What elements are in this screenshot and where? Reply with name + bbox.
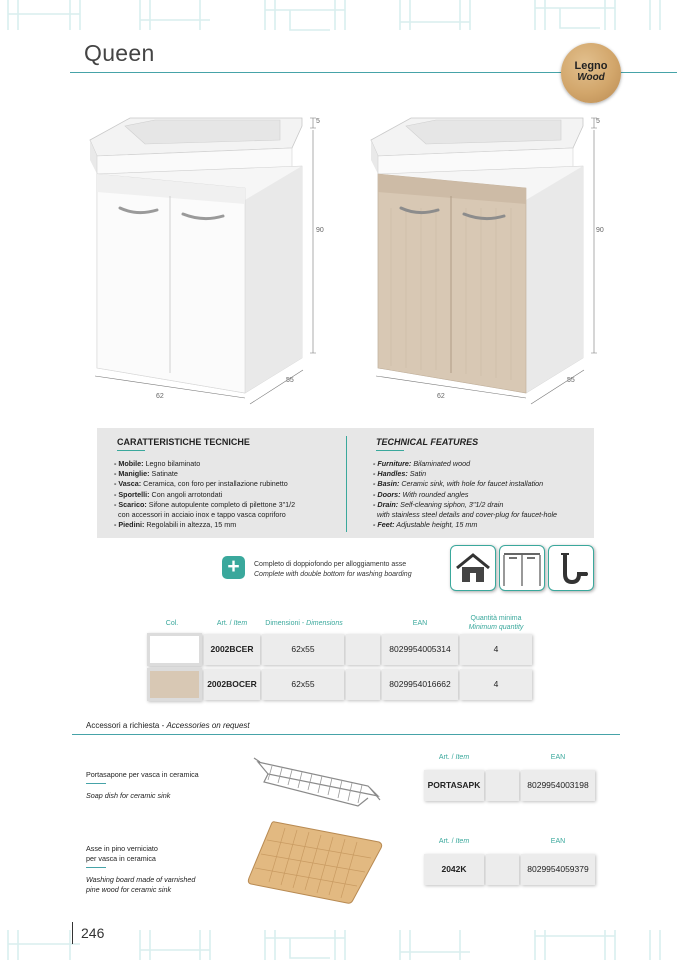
soap-dish-image bbox=[250, 752, 385, 812]
soap-dish-description-it: Portasapone per vasca in ceramica bbox=[86, 770, 199, 779]
spec-label: - Vasca: bbox=[114, 479, 142, 489]
specs-underline-it bbox=[117, 450, 145, 451]
spec-text: Sifone autopulente completo di pilettone 3"1/2 bbox=[146, 499, 296, 509]
accessory-art-header bbox=[424, 754, 484, 761]
qty-cell: 4 bbox=[460, 669, 532, 700]
empty-cell bbox=[346, 634, 380, 665]
siphon-drain-icon bbox=[548, 545, 594, 591]
spec-text: With rounded angles bbox=[400, 489, 469, 499]
art-cell: 2002BOCER bbox=[204, 669, 260, 700]
page-number-bar bbox=[72, 922, 73, 944]
dim-header-it: Dimensioni - bbox=[265, 620, 307, 627]
description-line: Washing board made of varnished bbox=[86, 875, 196, 884]
soap-dish-description-en: Soap dish for ceramic sink bbox=[86, 791, 171, 800]
description-line: per vasca in ceramica bbox=[86, 853, 156, 863]
empty-cell bbox=[486, 770, 519, 801]
dimensions-cell: 62x55 bbox=[262, 669, 344, 700]
spec-label: - Mobile: bbox=[114, 459, 144, 468]
white-dim-depth: 55 bbox=[286, 377, 294, 384]
accessory-underline bbox=[86, 867, 106, 868]
spec-label: - Handles: bbox=[373, 469, 408, 479]
wood-dim-depth: 55 bbox=[567, 377, 575, 384]
dimensions-cell: 62x55 bbox=[262, 634, 344, 665]
accessories-title bbox=[86, 721, 250, 730]
art-header-en: Item bbox=[455, 838, 470, 845]
dimensions-header bbox=[262, 620, 346, 627]
dim-header-en: Dimensions bbox=[306, 620, 343, 627]
qty-cell: 4 bbox=[460, 634, 532, 665]
art-header-it: Art. / bbox=[438, 754, 456, 761]
art-header-en: Item bbox=[455, 754, 470, 761]
spec-label: - Feet: bbox=[373, 520, 395, 530]
wood-dim-height: 90 bbox=[596, 227, 604, 234]
ean-cell: 8029954016662 bbox=[382, 669, 458, 700]
specs-list-en bbox=[373, 459, 557, 530]
spec-text: Con angoli arrotondati bbox=[149, 489, 223, 499]
accessory-underline bbox=[86, 783, 106, 784]
spec-label: - Furniture: bbox=[373, 459, 412, 468]
qty-header-it: Quantità minima bbox=[470, 615, 522, 622]
accessories-title-en: Accessories on request bbox=[166, 721, 250, 730]
accessory-ean-cell: 8029954003198 bbox=[521, 770, 595, 801]
empty-cell bbox=[486, 854, 519, 885]
technical-specs-box bbox=[97, 428, 594, 538]
spec-text: Legno bilaminato bbox=[143, 459, 201, 468]
color-swatch-wood-frame bbox=[147, 668, 202, 701]
spec-text: Satin bbox=[407, 469, 427, 479]
spec-label: - Drain: bbox=[373, 499, 399, 509]
white-cabinet-image bbox=[85, 108, 325, 413]
spec-label: - Maniglie: bbox=[114, 469, 150, 479]
washing-board-description-it bbox=[86, 844, 158, 863]
spec-text: Satinate bbox=[149, 469, 178, 479]
spec-text: Ceramic sink, with hole for faucet installation bbox=[399, 479, 544, 489]
art-header bbox=[204, 620, 260, 627]
feature-text-it: Completo di doppiofondo per alloggiamento asse bbox=[254, 561, 407, 568]
empty-cell bbox=[346, 669, 380, 700]
spec-label: - Scarico: bbox=[114, 499, 147, 509]
accessories-divider bbox=[72, 734, 620, 735]
feature-text-en: Complete with double bottom for washing boarding bbox=[254, 571, 412, 578]
washing-board-description-en bbox=[86, 875, 195, 894]
spec-text: Self-cleaning siphon, 3"1/2 drain bbox=[398, 499, 504, 509]
accessory-ean-header: EAN bbox=[550, 838, 566, 845]
art-header-it: Art. / bbox=[438, 838, 456, 845]
wood-dim-width: 62 bbox=[437, 393, 445, 400]
description-line: Asse in pino verniciato bbox=[86, 844, 158, 853]
badge-line-2: Wood bbox=[577, 72, 605, 83]
spec-text: Ceramica, con foro per installazione rubinetto bbox=[141, 479, 288, 489]
page-title: Queen bbox=[84, 40, 155, 66]
color-swatch-white-frame bbox=[147, 633, 202, 666]
spec-text: Adjustable height, 15 mm bbox=[394, 520, 478, 530]
ean-header: EAN bbox=[412, 620, 428, 627]
art-header-en: Item bbox=[233, 620, 248, 627]
spec-label: - Sportelli: bbox=[114, 489, 150, 499]
ean-cell: 8029954005314 bbox=[382, 634, 458, 665]
accessory-art-cell: PORTASAPK bbox=[424, 770, 484, 801]
accessories-title-it: Accessori a richiesta - bbox=[86, 721, 167, 730]
accessory-art-cell: 2042K bbox=[424, 854, 484, 885]
page-number: 246 bbox=[81, 925, 105, 941]
art-header-it: Art. / bbox=[216, 620, 234, 627]
spec-label: - Doors: bbox=[373, 489, 401, 499]
spec-label: - Piedini: bbox=[114, 520, 145, 530]
white-dim-top: 5 bbox=[316, 118, 320, 125]
cabinet-doors-icon bbox=[499, 545, 545, 591]
accessory-ean-header: EAN bbox=[550, 754, 566, 761]
top-decoration bbox=[0, 0, 677, 34]
specs-list-it bbox=[114, 459, 295, 530]
wood-dim-top: 5 bbox=[596, 118, 600, 125]
qty-header bbox=[460, 614, 532, 632]
specs-underline-en bbox=[376, 450, 404, 451]
accessory-art-header bbox=[424, 838, 484, 845]
spec-text: con accessori in acciaio inox e tappo vasca copriforo bbox=[118, 510, 286, 520]
accessory-ean-cell: 8029954059379 bbox=[521, 854, 595, 885]
plus-icon: + bbox=[222, 556, 245, 579]
white-dim-width: 62 bbox=[156, 393, 164, 400]
description-line: pine wood for ceramic sink bbox=[86, 884, 172, 894]
white-dim-height: 90 bbox=[316, 227, 324, 234]
col-header: Col. bbox=[165, 620, 179, 627]
spec-text: with stainless steel details and cover-plug for faucet-hole bbox=[377, 510, 558, 520]
wood-finish-badge bbox=[561, 43, 621, 103]
spec-text: Bilaminated wood bbox=[411, 459, 471, 468]
color-swatch bbox=[150, 636, 199, 663]
art-cell: 2002BCER bbox=[204, 634, 260, 665]
specs-title-en: TECHNICAL FEATURES bbox=[376, 437, 479, 447]
washing-board-image bbox=[245, 818, 385, 906]
spec-label: - Basin: bbox=[373, 479, 400, 489]
color-swatch bbox=[150, 671, 199, 698]
qty-header-en: Minimum quantity bbox=[468, 624, 524, 631]
specs-title-it: CARATTERISTICHE TECNICHE bbox=[117, 437, 250, 447]
wood-cabinet-image bbox=[366, 108, 606, 413]
badge-line-1: Legno bbox=[574, 60, 608, 72]
spec-text: Regolabili in altezza, 15 mm bbox=[144, 520, 237, 530]
specs-divider bbox=[346, 436, 347, 532]
house-icon bbox=[450, 545, 496, 591]
